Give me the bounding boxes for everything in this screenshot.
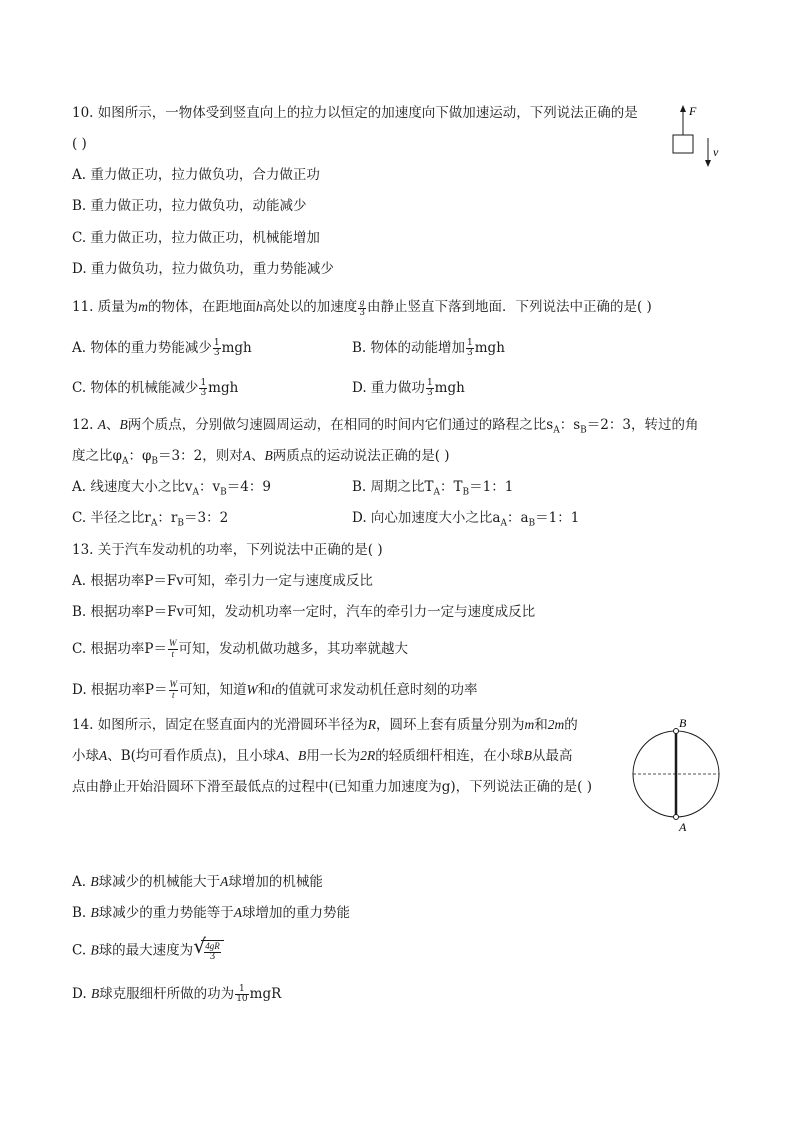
q14-stem-line3: 点由静止开始沿圆环下滑至最低点的过程中(已知重力加速度为g)，下列说法正确的是( ) <box>72 779 592 795</box>
q12-option-b: B. 周期之比$T_A$：$T_B=1$：1 <box>352 479 514 498</box>
velocity-label: v <box>713 145 719 159</box>
q14-option-d: D. B球克服细杆所做的功为 $\frac{1}{10}$ mgR <box>72 984 282 1004</box>
q14-stem-line1: 14. 如图所示，固定在竖直面内的光滑圆环半径为R，圆环上套有质量分别为m和2m的 <box>72 717 578 733</box>
q13-option-a: A. 根据功率P＝Fv可知，牵引力一定与速度成反比 <box>72 573 373 589</box>
q11-option-b: B. 物体的动能增加 $\frac{1}{3}$ mgh <box>352 338 505 358</box>
q14-stem-line2: 小球A、B(均可看作质点)，且小球A、B用一长为2R的轻质细杆相连，在小球B从最高 <box>72 748 573 764</box>
q10-option-c: C. 重力做正功，拉力做正功，机械能增加 <box>72 230 320 246</box>
q13-option-c: C. 根据功率P＝ $\frac{W}{t}$ 可知，发动机做功越多，其功率就越大 <box>72 638 409 659</box>
ball-a-label: A <box>679 820 687 834</box>
q10-option-d: D. 重力做负功，拉力做负功，重力势能减少 <box>72 261 334 277</box>
q12-stem-line1: 12. A、B两个质点，分别做匀速圆周运动，在相同的时间内它们通过的路程之比$s_A$：$s_B=2$：3，转过的角 <box>72 417 699 436</box>
q10-option-a: A. 重力做正功，拉力做负功，合力做正功 <box>72 167 320 183</box>
q12-option-d: D. 向心加速度大小之比$a_A$：$a_B=1$：1 <box>352 510 580 529</box>
q10-paren: ( ) <box>72 136 87 152</box>
q12-option-c: C. 半径之比$r_A$：$r_B=3$：2 <box>72 510 229 529</box>
q10-stem: 10. 如图所示，一物体受到竖直向上的拉力以恒定的加速度向下做加速运动，下列说法正确的是 <box>72 105 638 121</box>
q12-stem-line2: 度之比$\varphi_A$：$\varphi_B=3$：2，则对A、B两质点的运动说法正确的是( ) <box>72 448 450 467</box>
q11-option-c: C. 物体的机械能减少 $\frac{1}{3}$ mgh <box>72 378 239 398</box>
q14-option-a: A. B球减少的机械能大于A球增加的机械能 <box>72 874 323 890</box>
q11-option-d: D. 重力做功 $\frac{1}{3}$ mgh <box>352 378 465 398</box>
q10-figure <box>668 100 728 170</box>
q13-option-d: D. 根据功率P＝ $\frac{W}{t}$ 可知，知道W和t的值就可求发动机任意时刻的功率 <box>72 679 478 700</box>
q14-option-b: B. B球减少的重力势能等于A球增加的重力势能 <box>72 905 351 921</box>
q12-option-a: A. 线速度大小之比$v_A$：$v_B=4$：9 <box>72 479 271 498</box>
ball-b-label: B <box>679 716 687 730</box>
q11-stem: 11. 质量为m的物体，在距地面h高处以的加速度 $\frac{g}{3}$ 由静止竖直下落到地面．下列说法中正确的是( ) <box>72 296 652 318</box>
q11-option-a: A. 物体的重力势能减少 $\frac{1}{3}$ mgh <box>72 338 252 358</box>
q14-figure <box>628 712 728 837</box>
q13-option-b: B. 根据功率P＝Fv可知，发动机功率一定时，汽车的牵引力一定与速度成反比 <box>72 604 536 620</box>
q13-stem: 13. 关于汽车发动机的功率，下列说法中正确的是( ) <box>72 542 383 558</box>
q10-option-b: B. 重力做正功，拉力做负功，动能减少 <box>72 198 307 214</box>
force-label: F <box>689 104 697 118</box>
q14-option-c: C. B球的最大速度为 √ $\frac{4gR}{3}$ <box>72 940 224 962</box>
